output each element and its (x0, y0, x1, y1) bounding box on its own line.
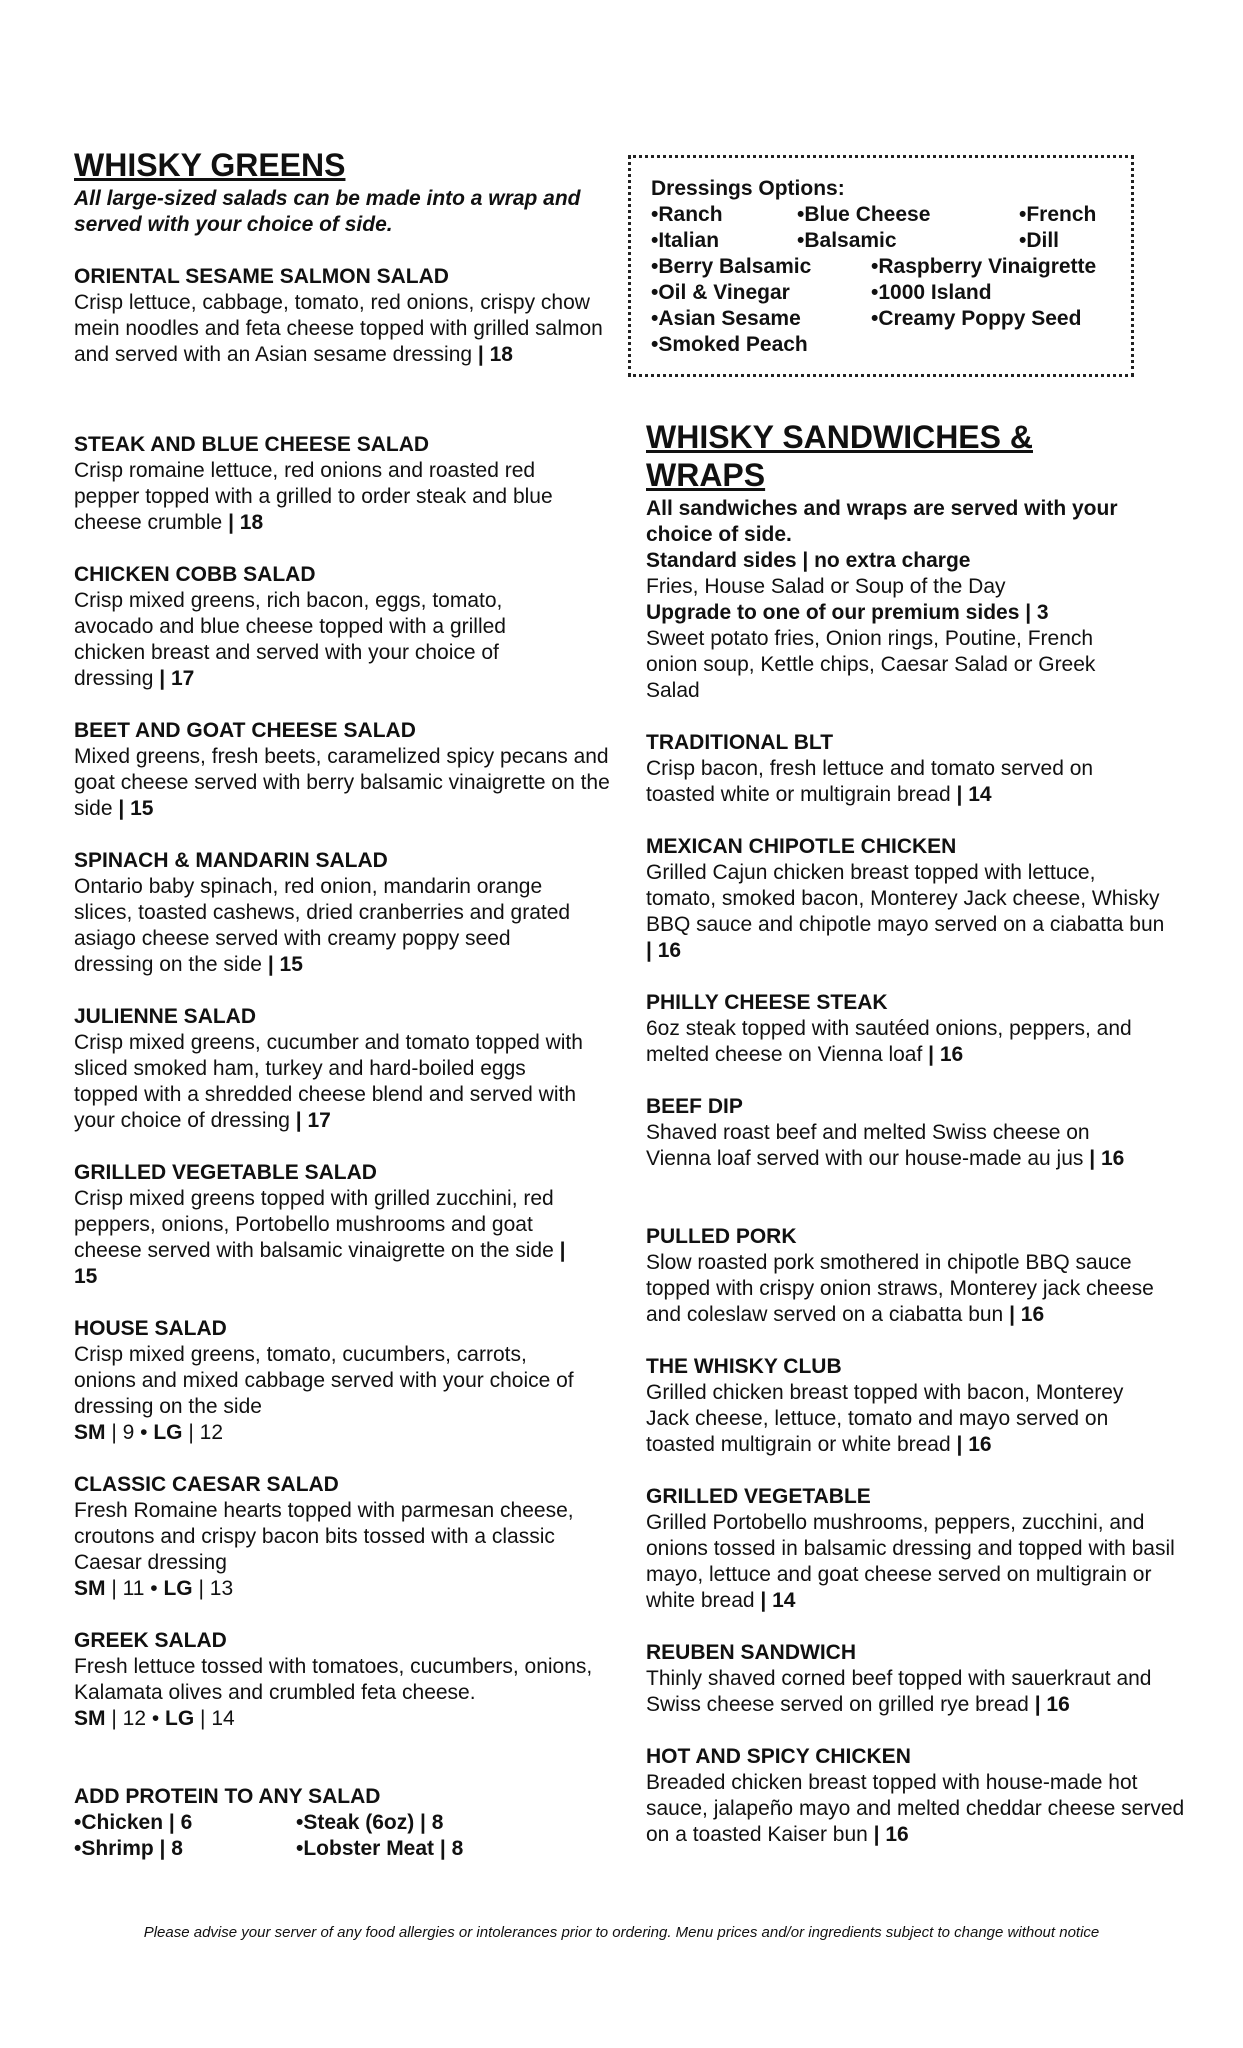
item-name: BEEF DIP (646, 1095, 743, 1118)
greens-intro: All large-sized salads can be made into a wrap and served with your choice of side. (74, 187, 581, 236)
standard-sides-label: Standard sides | no extra charge (646, 549, 971, 572)
menu-item-greek-salad (74, 1628, 594, 1732)
item-description: Grilled Cajun chicken breast topped with lettuce, tomato, smoked bacon, Monterey Jack cheese, Whisky BBQ sauce and chipotle mayo served on a ciabatta bun (646, 861, 1165, 936)
item-name: STEAK AND BLUE CHEESE SALAD (74, 433, 430, 456)
item-name: CLASSIC CAESAR SALAD (74, 1473, 339, 1496)
dressing-option: •Ranch (651, 203, 723, 226)
item-price: | 18 (477, 343, 513, 366)
item-description: Crisp mixed greens topped with grilled zucchini, red peppers, onions, Portobello mushrooms and goat cheese served with balsamic vinaigrette on the side (74, 1187, 554, 1262)
dressing-option: •Raspberry Vinaigrette (871, 255, 1097, 278)
size-large-price: | 12 (188, 1421, 224, 1444)
item-name: GRILLED VEGETABLE SALAD (74, 1161, 377, 1184)
size-large-label: LG (165, 1707, 195, 1730)
item-description: Slow roasted pork smothered in chipotle BBQ sauce topped with crispy onion straws, Monterey jack cheese and coleslaw served on a ciabatta bun (646, 1251, 1154, 1326)
item-name: JULIENNE SALAD (74, 1005, 257, 1028)
item-description: Crisp lettuce, cabbage, tomato, red onions, crispy chow mein noodles and feta cheese topped with grilled salmon and served with an Asian sesame dressing (74, 291, 603, 366)
size-large-label: LG (153, 1421, 183, 1444)
dressing-option: •Smoked Peach (651, 333, 808, 356)
allergy-disclaimer: Please advise your server of any food allergies or intolerances prior to ordering. Menu prices and/or ingredients subject to change without notice (143, 1924, 1100, 1941)
menu-item (74, 848, 594, 978)
sandwiches-title-line2: WRAPS (646, 457, 766, 493)
size-small-price: | 11 • (111, 1577, 158, 1600)
item-name: PULLED PORK (646, 1225, 797, 1248)
item-description: Grilled chicken breast topped with bacon, Monterey Jack cheese, lettuce, tomato and mayo served on toasted multigrain or white bread (646, 1381, 1124, 1456)
menu-item (74, 1160, 594, 1290)
item-description: Fresh Romaine hearts topped with parmesan cheese, croutons and crispy bacon bits tossed with a classic Caesar dressing (74, 1499, 574, 1574)
menu-item (646, 1354, 1166, 1458)
item-price: | 16 (1009, 1303, 1045, 1326)
dressing-option: •Oil & Vinegar (651, 281, 790, 304)
size-small-label: SM (74, 1707, 106, 1730)
item-price: | 17 (159, 667, 195, 690)
dressings-box (628, 155, 1134, 377)
item-description: Thinly shaved corned beef topped with sauerkraut and Swiss cheese served on grilled rye bread (646, 1667, 1152, 1716)
item-description: Grilled Portobello mushrooms, peppers, zucchini, and onions tossed in balsamic dressing and topped with basil mayo, lettuce and goat cheese served on multigrain or white bread (646, 1511, 1175, 1612)
menu-item (74, 432, 604, 536)
protein-option: •Chicken | 6 (74, 1811, 193, 1834)
menu-item (74, 718, 619, 822)
dressing-option: •1000 Island (871, 281, 992, 304)
menu-item (646, 1484, 1176, 1614)
protein-option: •Lobster Meat | 8 (296, 1837, 464, 1860)
menu-item (646, 1094, 1146, 1172)
size-large-price: | 14 (200, 1707, 235, 1730)
add-protein-section (74, 1784, 614, 1862)
item-description: Crisp mixed greens, rich bacon, eggs, tomato, avocado and blue cheese topped with a grilled chicken breast and served with your choice of dressing (74, 589, 506, 690)
item-sizes (74, 1420, 594, 1446)
item-name: TRADITIONAL BLT (646, 731, 834, 754)
item-name: HOT AND SPICY CHICKEN (646, 1745, 911, 1768)
item-description: Fresh lettuce tossed with tomatoes, cucumbers, onions, Kalamata olives and crumbled feta cheese. (74, 1655, 593, 1704)
item-price: | 17 (295, 1109, 331, 1132)
size-large-price: | 13 (198, 1577, 234, 1600)
item-description: Mixed greens, fresh beets, caramelized spicy pecans and goat cheese served with berry balsamic vinaigrette on the side (74, 745, 610, 820)
item-name: GRILLED VEGETABLE (646, 1485, 871, 1508)
item-price: | 16 (873, 1823, 909, 1846)
item-name: MEXICAN CHIPOTLE CHICKEN (646, 835, 957, 858)
item-name: BEET AND GOAT CHEESE SALAD (74, 719, 416, 742)
item-price: | 15 (118, 797, 154, 820)
dressing-option: •Balsamic (797, 229, 897, 252)
item-name: THE WHISKY CLUB (646, 1355, 842, 1378)
item-price: | 16 (646, 939, 682, 962)
menu-item (646, 1224, 1186, 1328)
menu-item (646, 834, 1166, 964)
menu-item-caesar-salad (74, 1472, 619, 1602)
dressing-option: •Creamy Poppy Seed (871, 307, 1082, 330)
size-small-price: | 9 • (111, 1421, 148, 1444)
item-name: CHICKEN COBB SALAD (74, 563, 316, 586)
item-price: | 15 (74, 1239, 566, 1288)
premium-sides-label: Upgrade to one of our premium sides | 3 (646, 601, 1049, 624)
item-description: Ontario baby spinach, red onion, mandarin orange slices, toasted cashews, dried cranberries and grated asiago cheese served with creamy poppy seed dressing on the side (74, 875, 571, 976)
item-price: | 15 (267, 953, 303, 976)
item-sizes (74, 1576, 619, 1602)
item-name: PHILLY CHEESE STEAK (646, 991, 888, 1014)
item-name: REUBEN SANDWICH (646, 1641, 856, 1664)
item-price: | 14 (760, 1589, 796, 1612)
dressing-option: •Asian Sesame (651, 307, 801, 330)
size-small-price: | 12 • (111, 1707, 160, 1730)
item-name: SPINACH & MANDARIN SALAD (74, 849, 388, 872)
dressing-option: •Blue Cheese (797, 203, 931, 226)
item-price: | 16 (956, 1433, 992, 1456)
item-description: Shaved roast beef and melted Swiss cheese on Vienna loaf served with our house-made au jus (646, 1121, 1090, 1170)
item-price: | 16 (1089, 1147, 1125, 1170)
greens-title: WHISKY GREENS (74, 147, 346, 183)
standard-sides-text: Fries, House Salad or Soup of the Day (646, 575, 1006, 598)
sides-info (646, 496, 1186, 704)
dressing-option: •Dill (1019, 229, 1060, 252)
item-price: | 16 (928, 1043, 964, 1066)
menu-item (74, 562, 544, 692)
dressing-option: •Italian (651, 229, 720, 252)
item-name: GREEK SALAD (74, 1629, 227, 1652)
premium-sides-text: Sweet potato fries, Onion rings, Poutine, French onion soup, Kettle chips, Caesar Salad or Greek Salad (646, 627, 1096, 702)
menu-item (646, 1640, 1166, 1718)
sandwiches-title (646, 418, 1033, 494)
menu-item (646, 990, 1176, 1068)
menu-item (646, 1744, 1191, 1848)
add-protein-title: ADD PROTEIN TO ANY SALAD (74, 1785, 381, 1808)
dressing-option: •Berry Balsamic (651, 255, 812, 278)
item-description: Crisp mixed greens, cucumber and tomato topped with sliced smoked ham, turkey and hard-boiled eggs topped with a shredded cheese blend and served with your choice of dressing (74, 1031, 583, 1132)
size-small-label: SM (74, 1577, 106, 1600)
protein-option: •Shrimp | 8 (74, 1837, 183, 1860)
item-description: Crisp mixed greens, tomato, cucumbers, carrots, onions and mixed cabbage served with your choice of dressing on the side (74, 1343, 574, 1418)
item-name: HOUSE SALAD (74, 1317, 227, 1340)
sandwiches-intro: All sandwiches and wraps are served with your choice of side. (646, 497, 1118, 546)
item-description: Crisp romaine lettuce, red onions and roasted red pepper topped with a grilled to order steak and blue cheese crumble (74, 459, 553, 534)
dressings-title: Dressings Options: (651, 177, 845, 200)
sandwiches-title-line1: WHISKY SANDWICHES & (646, 419, 1033, 455)
menu-item-house-salad (74, 1316, 594, 1446)
item-price: | 16 (1034, 1693, 1070, 1716)
dressing-option: •French (1019, 203, 1097, 226)
item-price: | 18 (228, 511, 264, 534)
protein-option: •Steak (6oz) | 8 (296, 1811, 444, 1834)
item-description: Crisp bacon, fresh lettuce and tomato served on toasted white or multigrain bread (646, 757, 1094, 806)
menu-item (74, 1004, 594, 1134)
item-price: | 14 (956, 783, 992, 806)
item-description: Breaded chicken breast topped with house-made hot sauce, jalapeño mayo and melted cheddar cheese served on a toasted Kaiser bun (646, 1771, 1185, 1846)
item-sizes (74, 1706, 594, 1732)
size-large-label: LG (163, 1577, 193, 1600)
item-description: 6oz steak topped with sautéed onions, peppers, and melted cheese on Vienna loaf (646, 1017, 1132, 1066)
menu-item (646, 730, 1146, 808)
menu-item (74, 264, 614, 368)
item-name: ORIENTAL SESAME SALMON SALAD (74, 265, 449, 288)
size-small-label: SM (74, 1421, 106, 1444)
